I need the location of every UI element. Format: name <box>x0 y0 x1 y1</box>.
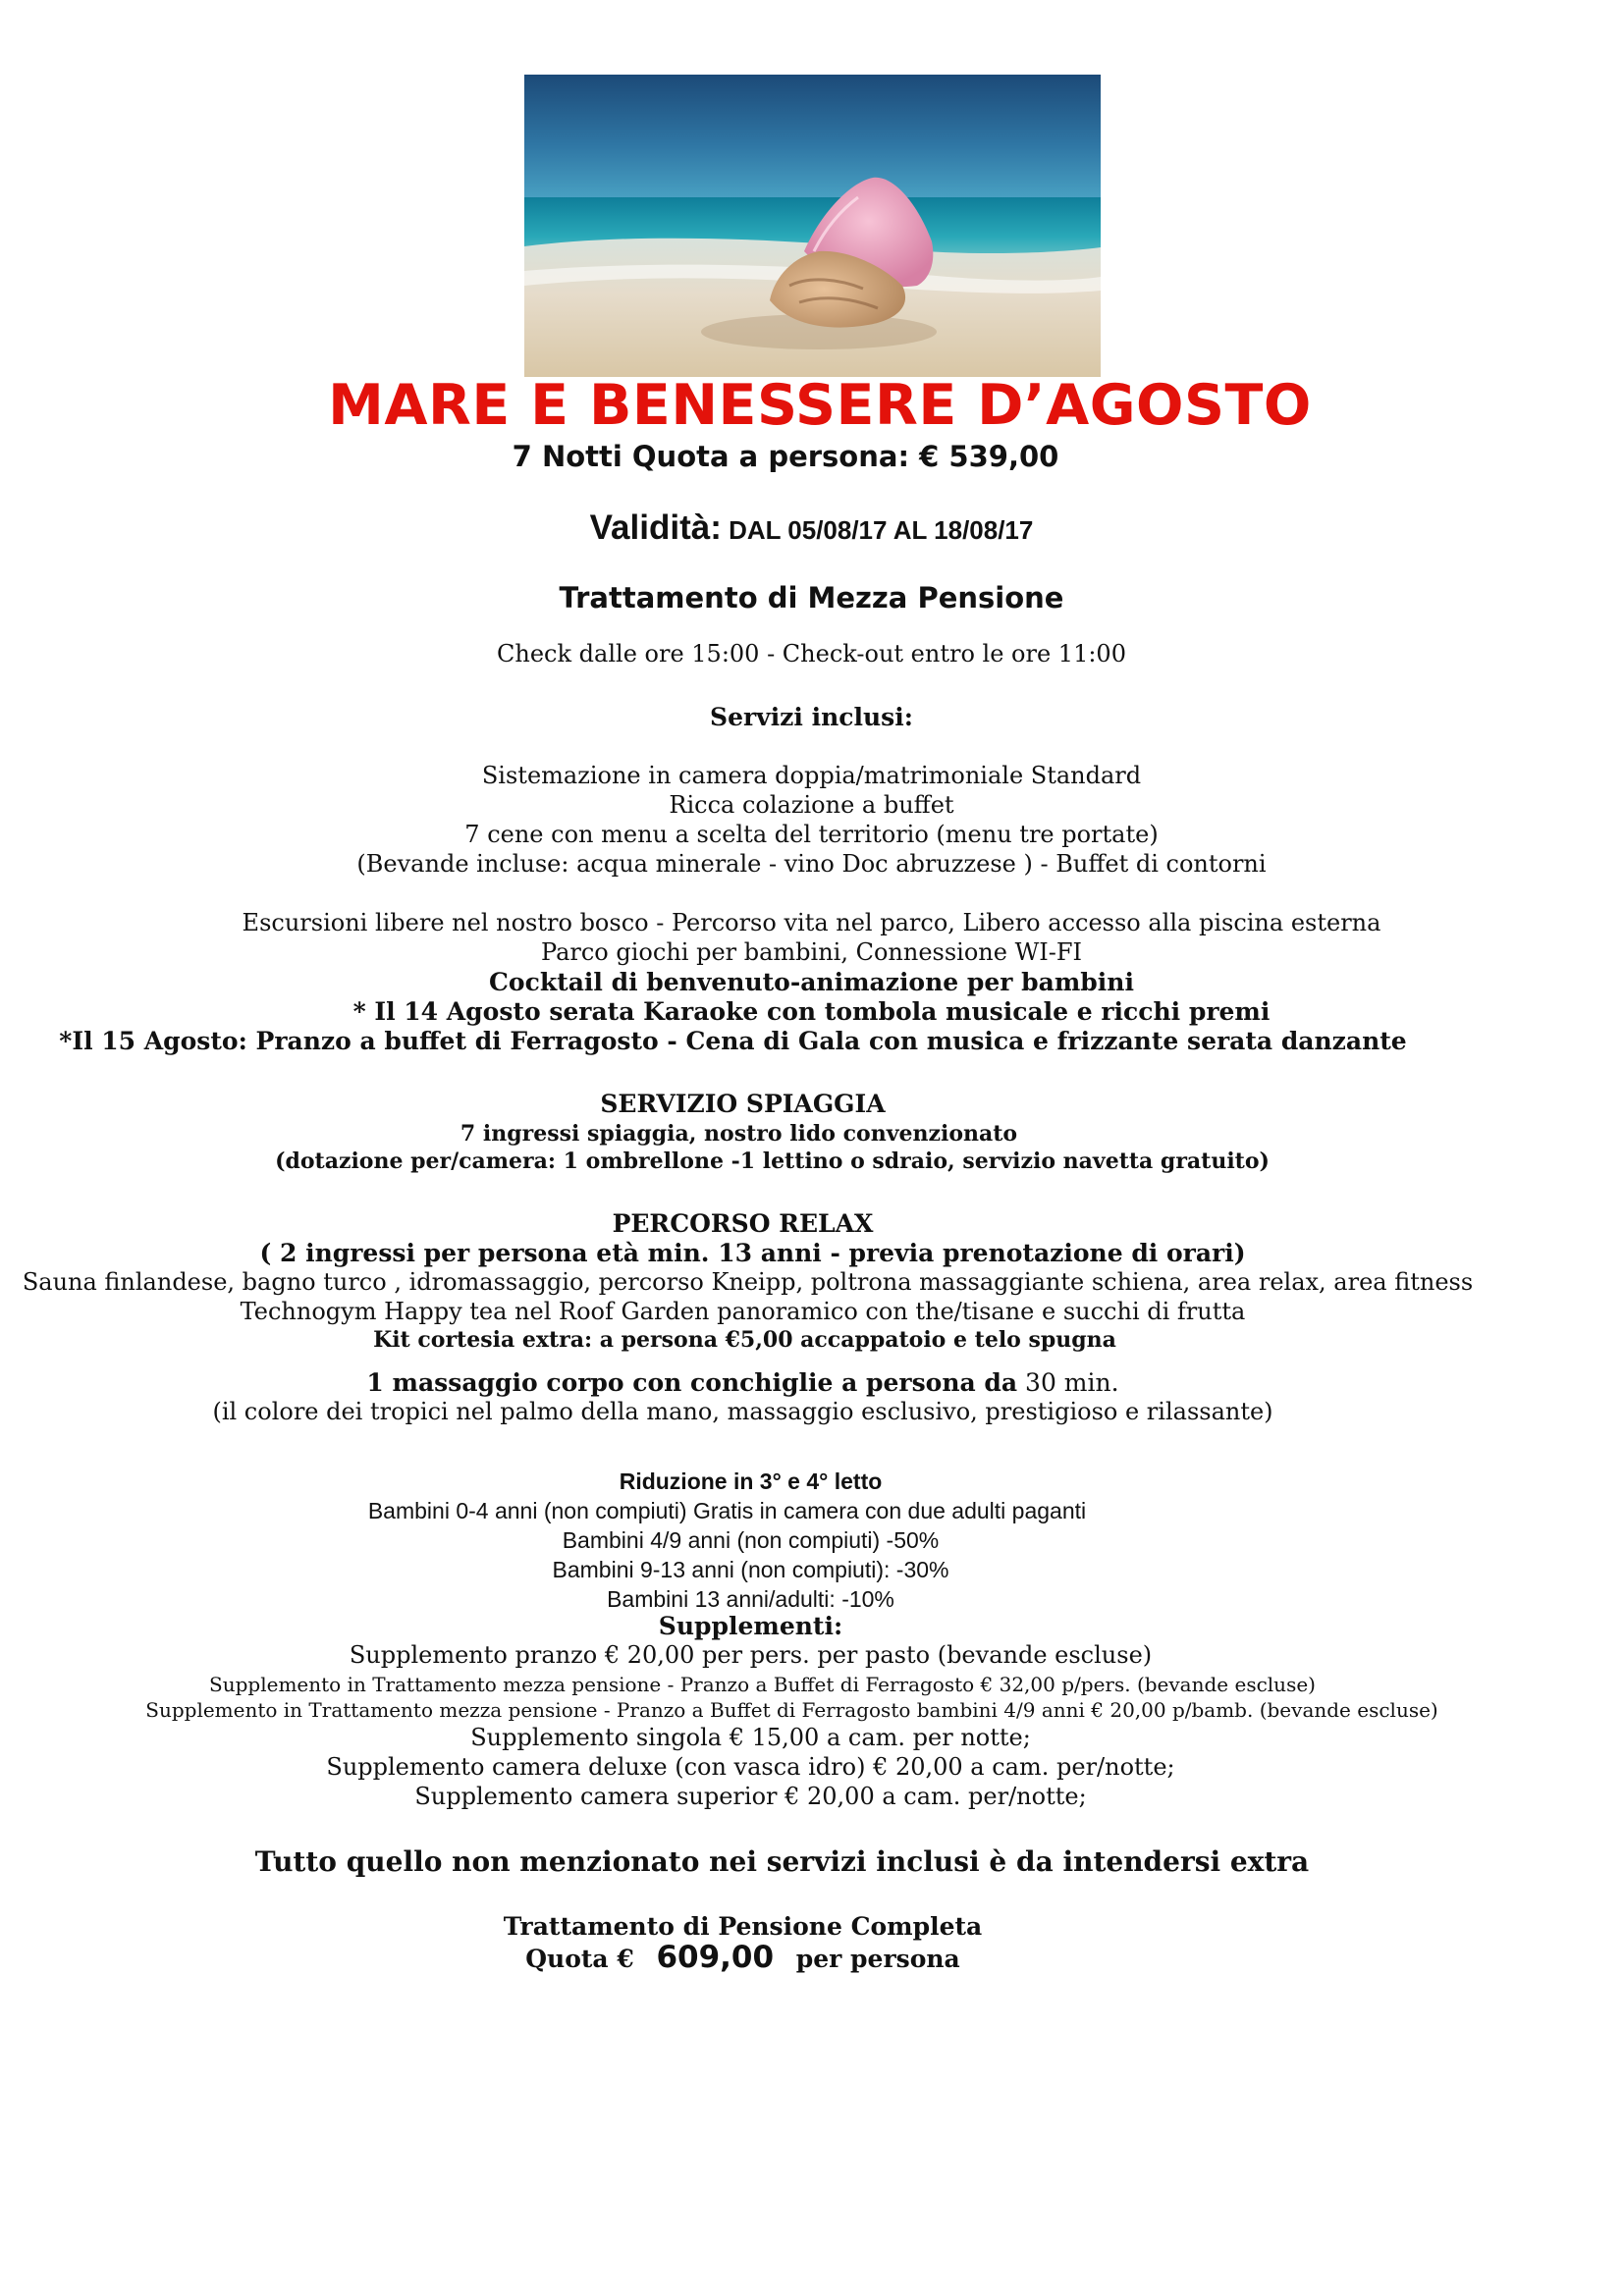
service-extra: Parco giochi per bambini, Connessione WI-FI <box>541 938 1082 966</box>
extra-note: Tutto quello non menzionato nei servizi inclusi è da intendersi extra <box>254 1845 1310 1878</box>
service-item: 7 cene con menu a scelta del territorio (menu tre portate) <box>464 821 1159 848</box>
reduction-item: Bambini 9-13 anni (non compiuti): -30% <box>552 1557 949 1582</box>
validity-dates: DAL 05/08/17 AL 18/08/17 <box>721 515 1034 545</box>
reduction-item: Bambini 4/9 anni (non compiuti) -50% <box>562 1527 940 1553</box>
beach-line: 7 ingressi spiaggia, nostro lido convenzionato <box>460 1121 1018 1147</box>
supplement-item: Supplemento camera superior € 20,00 a cam. per/notte; <box>414 1783 1087 1810</box>
service-extra: Escursioni libere nel nostro bosco - Percorso vita nel parco, Libero accesso alla piscina esterna <box>242 909 1381 936</box>
supplement-item: Supplemento singola € 15,00 a cam. per notte; <box>470 1724 1031 1751</box>
checkin-times: Check dalle ore 15:00 - Check-out entro le ore 11:00 <box>497 640 1126 667</box>
full-board-price <box>0 1940 1554 1975</box>
service-highlight: Cocktail di benvenuto-animazione per bambini <box>489 968 1134 996</box>
full-board-quota-value: 609,00 <box>656 1940 775 1975</box>
massage-description: (il colore dei tropici nel palmo della mano, massaggio esclusivo, prestigioso e rilassante) <box>212 1398 1273 1425</box>
service-item: Sistemazione in camera doppia/matrimoniale Standard <box>481 762 1142 789</box>
supplement-item: Supplemento camera deluxe (con vasca idro) € 20,00 a cam. per/notte; <box>326 1753 1175 1781</box>
relax-kit: Kit cortesia extra: a persona €5,00 accappatoio e telo spugna <box>373 1327 1116 1353</box>
treatment-title: Trattamento di Mezza Pensione <box>559 581 1064 614</box>
supplement-item: Supplemento pranzo € 20,00 per pers. per pasto (bevande escluse) <box>349 1641 1153 1669</box>
validity-label: Validità: <box>589 508 722 547</box>
relax-line: Sauna finlandese, bagno turco , idromassaggio, percorso Kneipp, poltrona massaggiante schiena, area relax, area fitness <box>22 1268 1474 1296</box>
service-highlight: *Il 15 Agosto: Pranzo a buffet di Ferragosto - Cena di Gala con musica e frizzante serata danzante <box>59 1027 1407 1055</box>
validity-line <box>0 508 1623 548</box>
hero-image <box>524 75 1101 377</box>
massage-offer: 1 massaggio corpo con conchiglie a persona da <box>366 1368 1018 1397</box>
service-item: Ricca colazione a buffet <box>669 791 954 819</box>
beach-shell-illustration <box>524 75 1101 377</box>
beach-title: SERVIZIO SPIAGGIA <box>600 1090 886 1118</box>
supplement-item: Supplemento in Trattamento mezza pensione - Pranzo a Buffet di Ferragosto € 32,00 p/pers. (bevande escluse) <box>209 1673 1316 1696</box>
page-title: MARE E BENESSERE D’AGOSTO <box>328 373 1312 438</box>
supplement-item: Supplemento in Trattamento mezza pensione - Pranzo a Buffet di Ferragosto bambini 4/9 anni € 20,00 p/bamb. (bevande escluse) <box>145 1698 1438 1722</box>
relax-access: ( 2 ingressi per persona età min. 13 anni - previa prenotazione di orari) <box>259 1239 1246 1267</box>
relax-line: Technogym Happy tea nel Roof Garden panoramico con the/tisane e succhi di frutta <box>240 1298 1246 1325</box>
full-board-quota-label: Quota € <box>525 1945 634 1973</box>
full-board-title: Trattamento di Pensione Completa <box>503 1912 983 1941</box>
relax-title: PERCORSO RELAX <box>612 1209 874 1238</box>
price-line: 7 Notti Quota a persona: € 539,00 <box>512 440 1059 473</box>
beach-line: (dotazione per/camera: 1 ombrellone -1 lettino o sdraio, servizio navetta gratuito) <box>275 1148 1270 1174</box>
full-board-quota-suffix: per persona <box>795 1945 960 1973</box>
service-item: (Bevande incluse: acqua minerale - vino Doc abruzzese ) - Buffet di contorni <box>356 850 1267 878</box>
service-highlight: * Il 14 Agosto serata Karaoke con tombola musicale e ricchi premi <box>352 997 1271 1026</box>
reduction-item: Bambini 13 anni/adulti: -10% <box>607 1586 894 1612</box>
reduction-item: Bambini 0-4 anni (non compiuti) Gratis in camera con due adulti paganti <box>367 1498 1087 1523</box>
supplements-title: Supplementi: <box>658 1612 843 1640</box>
services-title: Servizi inclusi: <box>710 703 913 731</box>
massage-duration: 30 min. <box>1017 1368 1119 1397</box>
reduction-title: Riduzione in 3° e 4° letto <box>619 1468 883 1494</box>
relax-massage <box>0 1368 1554 1397</box>
